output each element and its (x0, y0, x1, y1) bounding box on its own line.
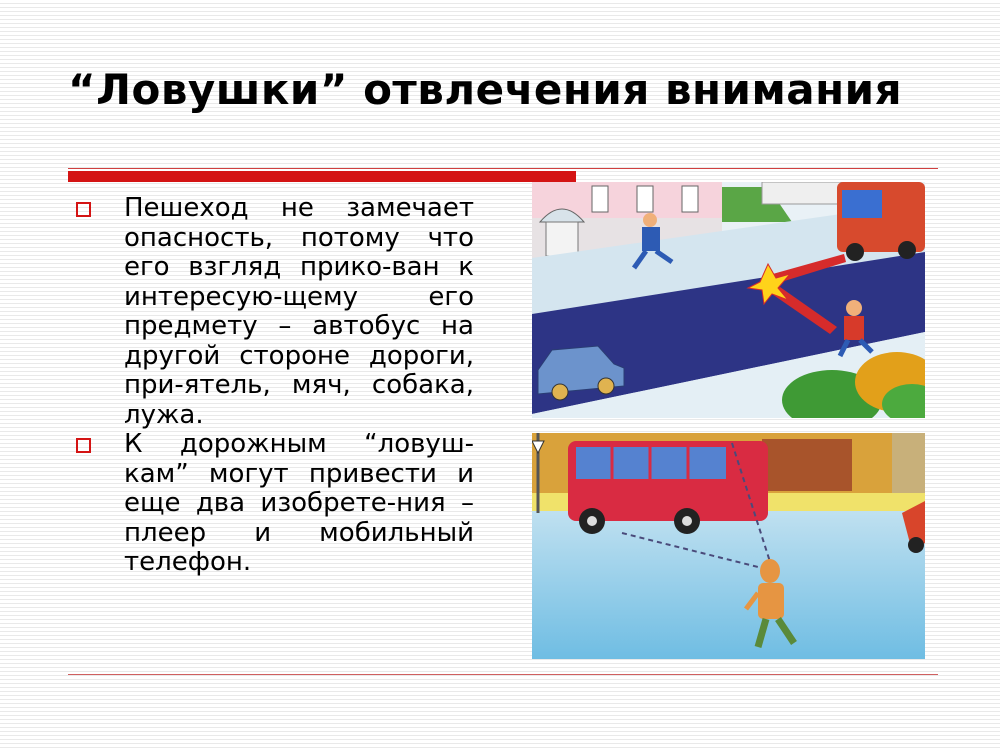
slide-title: “Ловушки” отвлечения внимания (68, 65, 903, 114)
square-outline-icon (76, 438, 91, 453)
title-divider-accent (68, 171, 576, 182)
bullet-text: К дорожным “ловуш-кам” могут привести и еще два изобрете-ния – плеер и мобильный телефон. (124, 429, 474, 577)
bullet-list (72, 194, 474, 578)
title-divider-thin (68, 168, 938, 169)
illustration-bus-scene (532, 433, 925, 659)
square-outline-icon (76, 202, 91, 217)
bullet-text: Пешеход не замечает опасность, потому что его взгляд прико-ван к интересую-щему его предмету – автобус на другой стороне дороги, при-ятель, мяч, собака, лужа. (124, 193, 474, 430)
street-scene-drawing (532, 182, 925, 418)
bus-scene-drawing (532, 433, 925, 659)
footer-divider (68, 674, 938, 675)
bullet-item (72, 430, 474, 578)
illustration-street-scene (532, 182, 925, 418)
bullet-item (72, 194, 474, 430)
